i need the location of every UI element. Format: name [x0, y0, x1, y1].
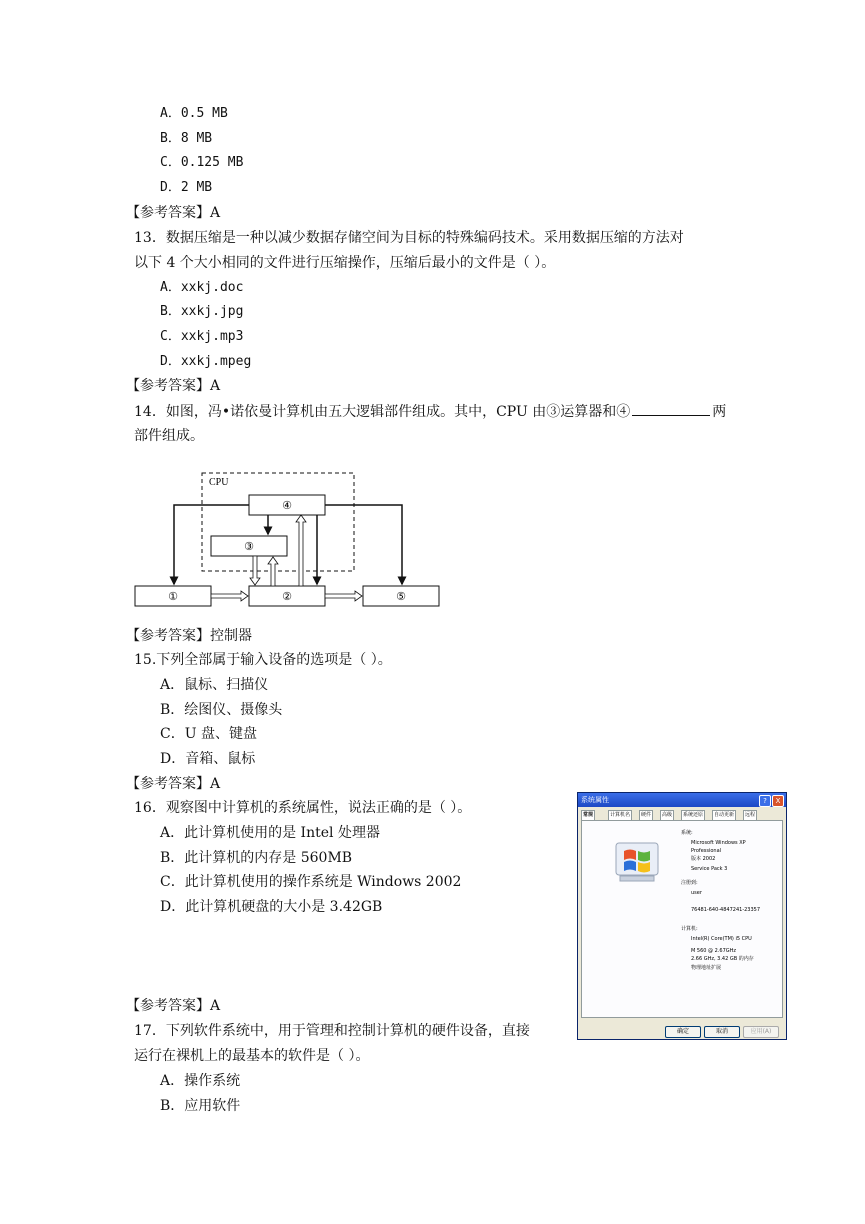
q16-option-c: C．此计算机使用的操作系统是 Windows 2002: [160, 874, 462, 890]
cancel-button[interactable]: 取消: [704, 1026, 740, 1038]
computer-label: 计算机:: [681, 926, 698, 932]
q12-option-a: A．0.5 MB: [160, 106, 228, 121]
box-4-label: ④: [282, 499, 292, 512]
q12-option-b: B．8 MB: [160, 131, 213, 146]
tab-hardware[interactable]: 硬件: [641, 812, 652, 818]
tab-computer-name[interactable]: 计算机名: [610, 812, 631, 818]
q14-stem-line2: 部件组成。: [134, 428, 204, 444]
q13-stem-line1: 13．数据压缩是一种以减少数据存储空间为目标的特殊编码技术。采用数据压缩的方法对: [134, 230, 684, 246]
q16-option-d: D．此计算机硬盘的大小是 3.42GB: [160, 899, 383, 915]
q14-answer: 【参考答案】控制器: [126, 628, 252, 644]
tab-automatic-updates[interactable]: 自动更新: [714, 812, 735, 818]
service-pack: Service Pack 3: [691, 866, 728, 872]
box-5-label: ⑤: [396, 590, 406, 603]
windows-logo-icon: [614, 841, 662, 883]
q15-option-a: A．鼠标、扫描仪: [160, 677, 269, 693]
tab-strip: [581, 810, 783, 820]
data-arrow-2-to-5: [325, 591, 362, 601]
tab-system-restore[interactable]: 系统还原: [683, 812, 704, 818]
q16-stem: 16．观察图中计算机的系统属性，说法正确的是（ ）。: [134, 800, 472, 816]
box-3-label: ③: [244, 540, 254, 553]
q12-option-d: D．2 MB: [160, 180, 213, 195]
close-button[interactable]: X: [772, 795, 784, 807]
q16-option-a: A．此计算机使用的是 Intel 处理器: [160, 825, 380, 841]
q15-answer: 【参考答案】A: [126, 776, 221, 792]
q13-option-c: C．xxkj.mp3: [160, 329, 244, 344]
q15-option-d: D．音箱、鼠标: [160, 751, 256, 767]
q14-blank: [632, 401, 710, 416]
window-title: 系统属性: [581, 796, 609, 804]
cpu-label: CPU: [209, 477, 229, 488]
system-label: 系统:: [681, 830, 693, 836]
os-name: Microsoft Windows XP: [691, 840, 746, 846]
q13-answer: 【参考答案】A: [126, 378, 221, 394]
registered-user: user: [691, 890, 702, 896]
q16-answer: 【参考答案】A: [126, 998, 221, 1014]
q15-stem: 15.下列全部属于输入设备的选项是（ ）。: [134, 652, 392, 668]
q17-option-b: B．应用软件: [160, 1098, 241, 1114]
ok-button[interactable]: 确定: [665, 1026, 701, 1038]
help-button[interactable]: ?: [759, 795, 771, 807]
q13-option-d: D．xxkj.mpeg: [160, 354, 252, 369]
q14-stem-tail: 两: [712, 404, 727, 420]
cpu-name: Intel(R) Core(TM) i5 CPU: [691, 936, 752, 942]
q12-option-c: C．0.125 MB: [160, 155, 244, 170]
box-2-label: ②: [282, 590, 292, 603]
q12-answer: 【参考答案】A: [126, 205, 221, 221]
os-edition: Professional: [691, 848, 722, 854]
box-1-label: ①: [168, 590, 178, 603]
tab-remote[interactable]: 远程: [745, 812, 756, 818]
window-title-bar: [578, 793, 786, 807]
data-arrow-2-to-3: [268, 557, 278, 586]
apply-button[interactable]: 应用(A): [743, 1026, 779, 1038]
q15-option-c: C．U 盘、键盘: [160, 726, 257, 742]
diagram-svg: [134, 470, 444, 612]
q16-option-b: B．此计算机的内存是 560MB: [160, 850, 353, 866]
data-arrow-2-to-4: [296, 515, 306, 586]
q14-stem-line1: [134, 401, 726, 422]
memory-info: 2.66 GHz, 3.42 GB 的内存: [691, 956, 754, 962]
tab-general[interactable]: 常规: [581, 810, 595, 821]
product-id: 76481-640-4847241-23357: [691, 907, 761, 913]
os-version: 版本 2002: [691, 856, 716, 862]
q15-option-b: B．绘图仪、摄像头: [160, 702, 283, 718]
q17-option-a: A．操作系统: [160, 1073, 241, 1089]
registered-label: 注册到:: [681, 880, 698, 886]
von-neumann-diagram: [134, 470, 444, 612]
tab-advanced[interactable]: 高级: [662, 812, 673, 818]
system-properties-window: [577, 792, 787, 1040]
q13-option-b: B．xxkj.jpg: [160, 304, 244, 319]
q13-stem-line2: 以下 4 个大小相同的文件进行压缩操作，压缩后最小的文件是（ ）。: [134, 255, 556, 271]
q17-stem-line2: 运行在裸机上的最基本的软件是（ ）。: [134, 1048, 370, 1064]
general-tab-panel: [581, 820, 783, 1018]
control-line-5: [325, 505, 402, 584]
q14-stem-text: 14．如图，冯•诺依曼计算机由五大逻辑部件组成。其中，CPU 由③运算器和④: [134, 404, 631, 420]
q17-stem-line1: 17．下列软件系统中，用于管理和控制计算机的硬件设备，直接: [134, 1023, 530, 1039]
pae-info: 物理地址扩展: [691, 965, 722, 971]
cpu-speed: M 560 @ 2.67GHz: [691, 948, 737, 954]
data-arrow-1-to-2: [211, 591, 248, 601]
q13-option-a: A．xxkj.doc: [160, 280, 244, 295]
